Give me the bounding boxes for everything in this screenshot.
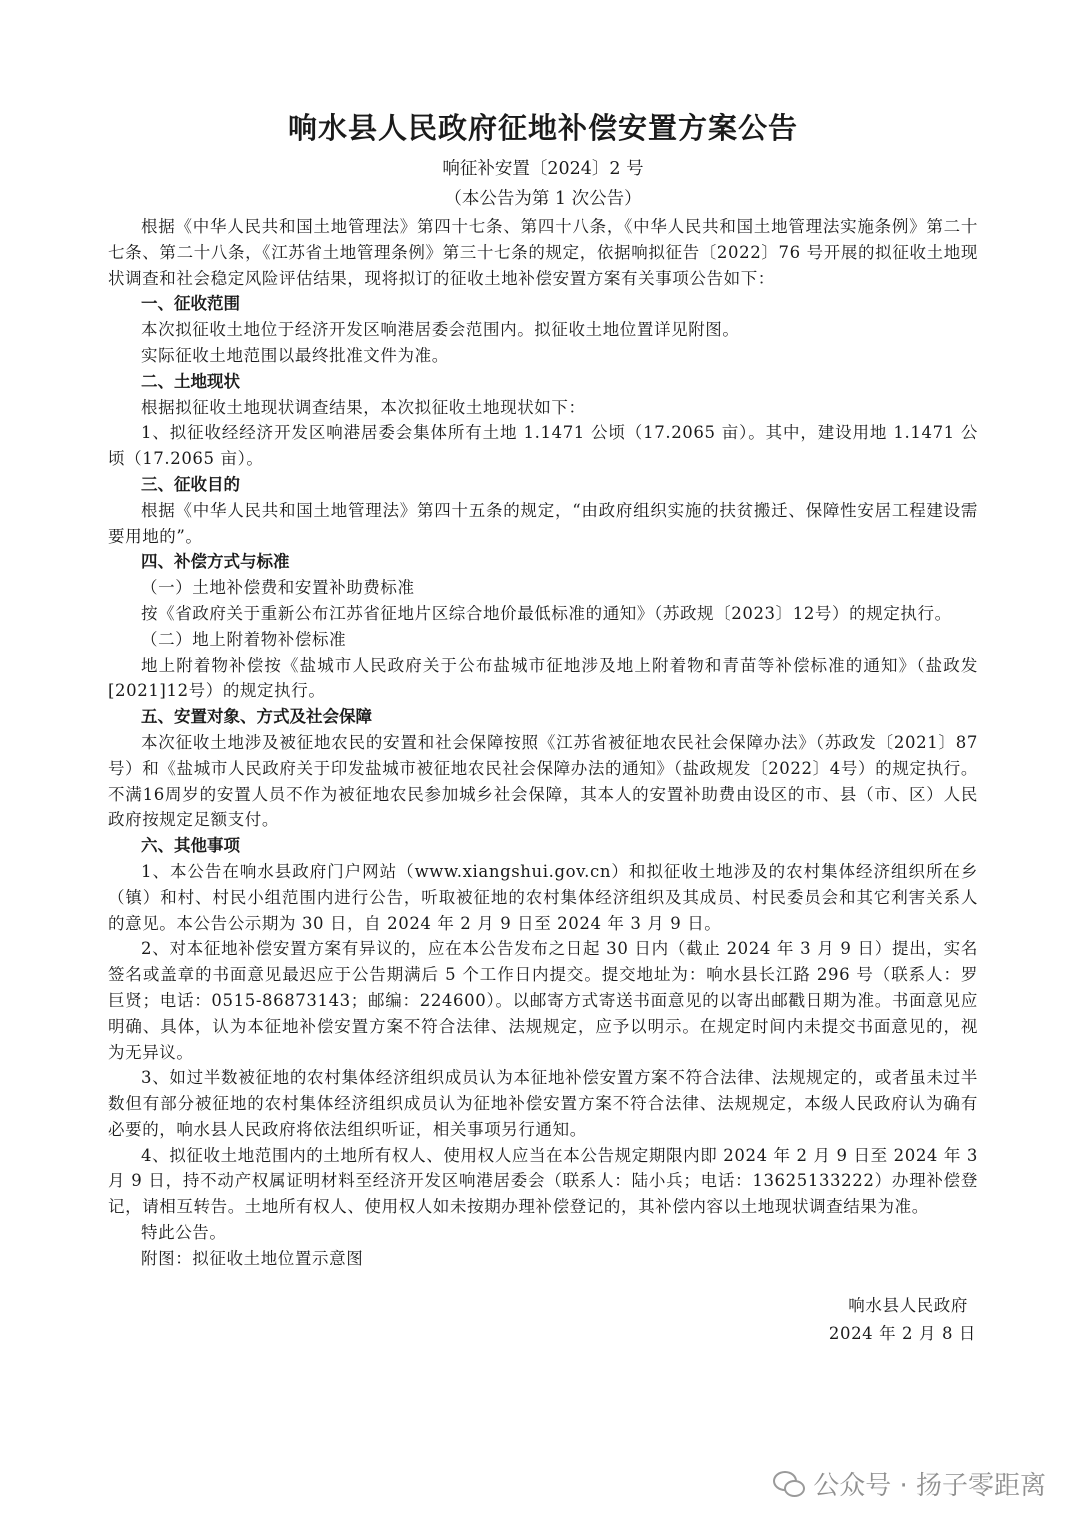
compensation-subheading-1: （一）土地补偿费和安置补助费标准 [141, 578, 415, 598]
document-number: 响征补安置〔2024〕2 号 [442, 159, 644, 179]
compensation-subheading-2: （二）地上附着物补偿标准 [141, 629, 347, 649]
page-title: 响水县人民政府征地补偿安置方案公告 [287, 111, 798, 145]
signature-date: 2024 年 2 月 8 日 [828, 1324, 976, 1343]
section-heading-purpose: 三、征收目的 [141, 474, 240, 494]
other-paragraph-1: 1、本公告在响水县政府门户网站（www.xiangshui.gov.cn）和拟征收土地涉及的农村集体经济组织所在乡（镇）和村、村民小组范围内进行公告，听取被征地的农村集体经济组织及其成员、村民委员会和其它利害关系人的意见。本公告公示期为 30 日，自 2024 年 2 月 9 日至 2024 年 3 月 9 日。 [108, 861, 978, 933]
land-status-paragraph-2: 1、拟征收经经济开发区响港居委会集体所有土地 1.1471 公顷（17.2065 亩）。其中，建设用地 1.1471 公顷（17.2065 亩）。 [108, 423, 978, 469]
attachment-note: 附图：拟征收土地位置示意图 [141, 1248, 364, 1268]
section-heading-compensation: 四、补偿方式与标准 [141, 552, 290, 572]
notice-count: （本公告为第 1 次公告） [444, 189, 642, 209]
watermark-text: 公众号 · 扬子零距离 [813, 1471, 1046, 1501]
compensation-paragraph-2: 地上附着物补偿按《盐城市人民政府关于公布盐城市征地涉及地上附着物和青苗等补偿标准的通知》（盐政发[2021]12号）的规定执行。 [108, 655, 978, 701]
scope-paragraph-2: 实际征收土地范围以最终批准文件为准。 [141, 345, 449, 365]
resettlement-paragraph: 本次征收土地涉及被征地农民的安置和社会保障按照《江苏省被征地农民社会保障办法》（苏政发〔2021〕87号）和《盐城市人民政府关于印发盐城市被征地农民社会保障办法的通知》（盐政规发〔2022〕4号）的规定执行。不满16周岁的安置人员不作为被征地农民参加城乡社会保障，其本人的安置补助费由设区的市、县（市、区）人民政府按规定足额支付。 [108, 732, 978, 830]
other-paragraph-4: 4、拟征收土地范围内的土地所有权人、使用权人应当在本公告规定期限内即 2024 年 2 月 9 日至 2024 年 3 月 9 日，持不动产权属证明材料至经济开发区响港居委会（联系人：陆小兵；电话：13625133222）办理补偿登记，请相互转告。土地所有权人、使用权人如未按期办理补偿登记的，其补偿内容以土地现状调查结果为准。 [108, 1145, 978, 1217]
compensation-paragraph-1: 按《省政府关于重新公布江苏省征地片区综合地价最低标准的通知》（苏政规〔2023〕12号）的规定执行。 [141, 603, 952, 623]
other-paragraph-3: 3、如过半数被征地的农村集体经济组织成员认为本征地补偿安置方案不符合法律、法规规定的，或者虽未过半数但有部分被征地的农村集体经济组织成员认为征地补偿安置方案不符合法律、法规规定，本级人民政府认为确有必要的，响水县人民政府将依法组织听证，相关事项另行通知。 [108, 1068, 978, 1139]
other-paragraph-2: 2、对本征地补偿安置方案有异议的，应在本公告发布之日起 30 日内（截止 2024 年 3 月 9 日）提出，实名签名或盖章的书面意见最迟应于公告期满后 5 个工作日内提交。提交地址为：响水县长江路 296 号（联系人：罗巨贤；电话：0515-86873143；邮编：224600）。以邮寄方式寄送书面意见的以寄出邮戳日期为准。书面意见应明确、具体，认为本征地补偿安置方案不符合法律、法规规定，应予以明示。在规定时间内未提交书面意见的，视为无异议。 [108, 939, 978, 1062]
watermark [773, 1465, 1046, 1502]
intro-paragraph: 根据《中华人民共和国土地管理法》第四十七条、第四十八条，《中华人民共和国土地管理法实施条例》第二十七条、第二十八条，《江苏省土地管理条例》第三十七条的规定，依据响拟征告〔2022〕76 号开展的拟征收土地现状调查和社会稳定风险评估结果，现将拟订的征收土地补偿安置方案有关事项公告如下： [108, 217, 978, 288]
section-heading-resettlement: 五、安置对象、方式及社会保障 [141, 707, 372, 727]
purpose-paragraph: 根据《中华人民共和国土地管理法》第四十五条的规定，“由政府组织实施的扶贫搬迁、保障性安居工程建设需要用地的”。 [108, 500, 978, 546]
scope-paragraph-1: 本次拟征收土地位于经济开发区响港居委会范围内。拟征收土地位置详见附图。 [141, 320, 740, 340]
closing-text: 特此公告。 [141, 1223, 227, 1243]
signature-organization: 响水县人民政府 [848, 1296, 968, 1315]
document-body [108, 108, 978, 1272]
section-heading-land-status: 二、土地现状 [141, 371, 240, 391]
section-heading-other: 六、其他事项 [141, 836, 240, 856]
wechat-icon [773, 1471, 803, 1497]
section-heading-scope: 一、征收范围 [141, 294, 240, 314]
land-status-paragraph-1: 根据拟征收土地现状调查结果，本次拟征收土地现状如下： [141, 397, 586, 417]
